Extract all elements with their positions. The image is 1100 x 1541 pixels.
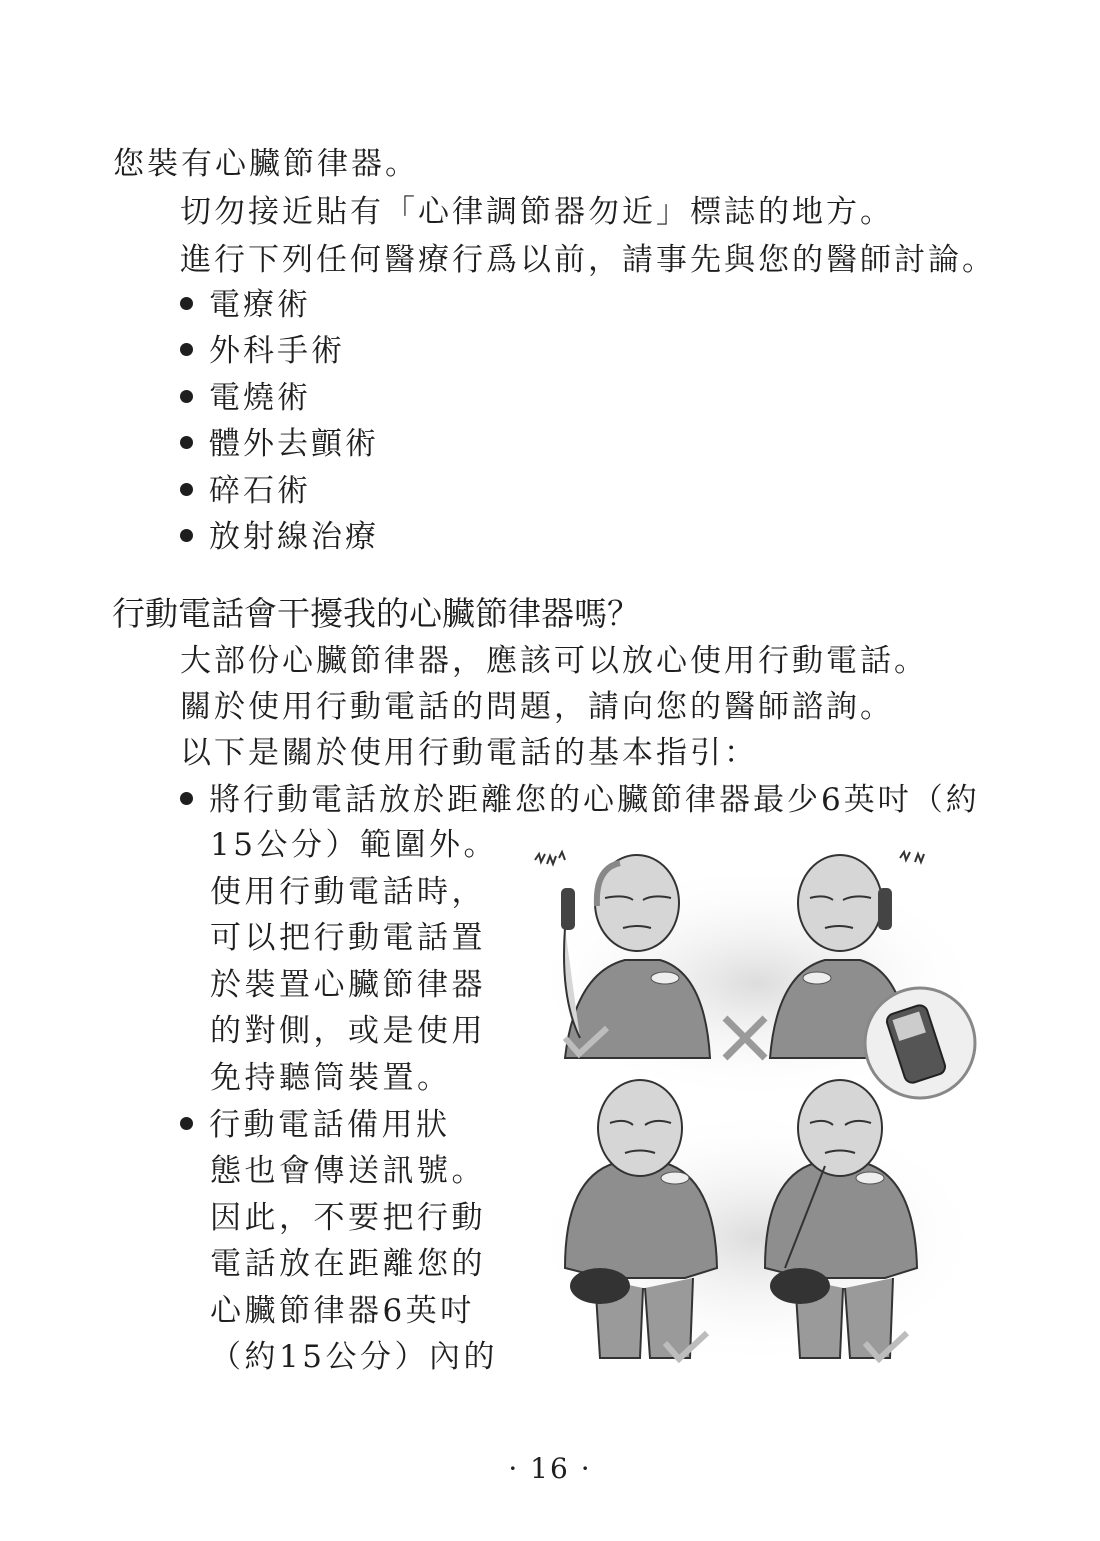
signal-icon — [535, 852, 565, 864]
bullet-icon — [180, 529, 193, 542]
list-item: 外科手術 — [180, 331, 345, 371]
section-para-3: 以下是關於使用行動電話的基本指引： — [180, 735, 758, 771]
section-para-2: 關於使用行動電話的問題，請向您的醫師諮詢。 — [180, 689, 894, 725]
phone-usage-illustration — [525, 848, 990, 1373]
bullet-icon — [180, 436, 193, 449]
guideline-bullet-2: 行動電話備用狀 — [180, 1102, 451, 1149]
guideline-bullet-2-continued: 態也會傳送訊號。 因此，不要把行動 電話放在距離您的 心臟節律器6英吋 （約15公分）內的 — [210, 1153, 498, 1375]
list-item: 放射線治療 — [180, 517, 379, 557]
page-number: · 16 · — [508, 1452, 592, 1485]
guideline-bullet-1-continued: 15公分）範圍外。 使用行動電話時， 可以把行動電話置 於裝置心臟節律器 的對側，或是使用 免持聽筒裝置。 — [210, 827, 498, 1096]
list-item: 碎石術 — [180, 471, 311, 511]
intro-line-3: 進行下列任何醫療行爲以前，請事先與您的醫師討論。 — [180, 242, 996, 278]
section-heading: 行動電話會干擾我的心臟節律器嗎？ — [112, 594, 640, 633]
section-para-1: 大部份心臟節律器，應該可以放心使用行動電話。 — [180, 643, 928, 679]
list-item: 電療術 — [180, 285, 311, 325]
bullet-icon — [180, 483, 193, 496]
list-item: 電燒術 — [180, 378, 311, 418]
intro-line-2: 切勿接近貼有「心律調節器勿近」標誌的地方。 — [180, 194, 894, 230]
bullet-icon — [180, 1117, 193, 1130]
bullet-icon — [180, 343, 193, 356]
bullet-icon — [180, 792, 193, 805]
phone-inset — [865, 988, 975, 1098]
bullet-icon — [180, 297, 193, 310]
bullet-icon — [180, 390, 193, 403]
guideline-bullet-1: 將行動電話放於距離您的心臟節律器最少6英吋（約 — [180, 780, 980, 820]
signal-icon — [900, 852, 924, 862]
intro-line-1: 您裝有心臟節律器。 — [113, 146, 419, 182]
list-item: 體外去顫術 — [180, 424, 379, 464]
